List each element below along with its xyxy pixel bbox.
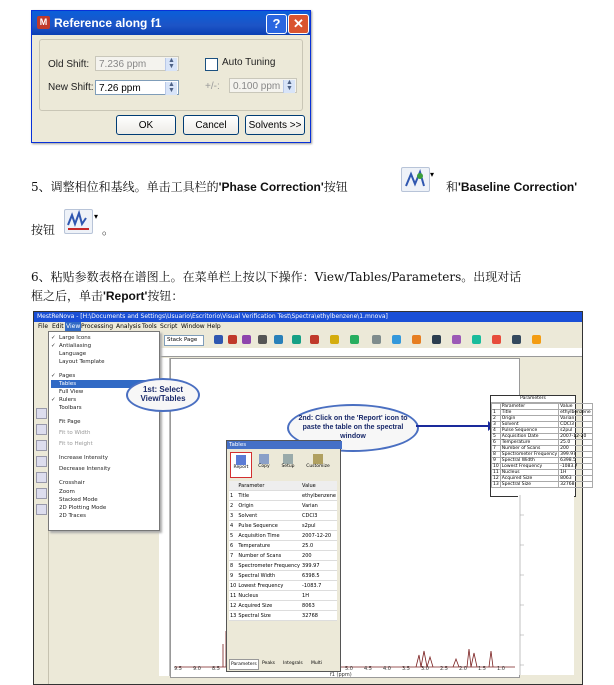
crosshair-icon[interactable] — [392, 335, 401, 344]
copy-button[interactable]: Copy — [254, 452, 274, 476]
tab-parameters[interactable]: Parameters — [229, 659, 259, 670]
callout-report: 2nd: Click on the 'Report' icon to paste the table on the spectral window — [287, 404, 419, 452]
new-shift-input[interactable]: 7.26 ppm ▲ ▼ — [95, 80, 179, 95]
tool-f-icon[interactable] — [36, 488, 47, 499]
f1-icon[interactable] — [228, 335, 237, 344]
table-row: 10 Lowest Frequency -1083.7 — [492, 464, 593, 470]
table-row: 13 Spectral Size 32768 — [492, 482, 593, 488]
table-row: 4 Pulse Sequence s2pul — [229, 521, 337, 531]
mestrenova-screenshot — [33, 311, 591, 685]
auto-tuning-label: Auto Tuning — [222, 57, 276, 68]
table-row: 8 Spectrometer Frequency 399.97 — [229, 561, 337, 571]
pasted-parameters-table[interactable] — [490, 395, 591, 497]
view-menu-item-tables[interactable]: Tables — [51, 380, 156, 388]
old-shift-field: 7.236 ppm ▲ ▼ — [95, 56, 179, 71]
table-row: 12 Acquired Size 8063 — [229, 601, 337, 611]
table-row: 5 Acquisition Date 2007-12-20 — [492, 434, 593, 440]
tab-multi[interactable]: Multi — [311, 661, 322, 666]
view-menu-item[interactable]: Increase Intensity — [59, 455, 108, 461]
fit-icon[interactable] — [412, 335, 421, 344]
integrate-icon[interactable] — [330, 335, 339, 344]
view-menu-item[interactable]: Decrease Intensity — [59, 466, 111, 472]
view-menu-dropdown — [48, 331, 160, 531]
menu-processing[interactable]: Processing — [81, 323, 114, 330]
tolerance-field: 0.100 ppm ▲ ▼ — [229, 78, 297, 93]
baseline-icon[interactable] — [310, 335, 319, 344]
shift-group — [39, 39, 303, 111]
report-button[interactable]: Report — [230, 452, 252, 478]
table-row: 8 Spectrometer Frequency 399.97 — [492, 452, 593, 458]
auto-tuning-checkbox[interactable] — [205, 58, 218, 71]
menu-edit[interactable]: Edit — [52, 323, 64, 330]
table-row: 1 Title ethylbenzene — [230, 492, 336, 499]
copy-icon — [259, 454, 269, 464]
table-row: 2 Origin Varian — [229, 501, 337, 511]
multiplet-icon[interactable] — [350, 335, 359, 344]
step5-line1b: 和'Baseline Correction' — [446, 180, 578, 194]
setup-icon — [283, 454, 293, 464]
tool-d-icon[interactable] — [36, 456, 47, 467]
close-button[interactable]: ✕ — [288, 14, 309, 34]
tolerance-spin-icon: ▲ ▼ — [283, 80, 295, 93]
param-grid: Parameter Value 1 Title ethylbenzene 2 Origin Varian 3 Solvent CDCl3 4 Pulse Sequence s2pul 5 Acquisition Date 2007-12-20 6 Temperature 25.0 7 Number of Scans 200 8 Spectrometer Frequency 399.97 9 Spectral Width 6398.5 10 Lowest Frequency -1083.7 11 Nucleus 1H 12 Acquired Size 8063 13 Spectral Size 32768 — [493, 404, 591, 487]
menu-file[interactable]: File — [38, 323, 49, 330]
table-row: 1 Title ethylbenzene — [493, 410, 591, 415]
table-row: 12 Acquired Size 8063 — [492, 476, 593, 482]
table-row: 6 Temperature 25.0 — [229, 541, 337, 551]
zoom-select[interactable]: Stack Page — [164, 335, 204, 346]
table-row: 5 Acquisition Time 2007-12-20 — [229, 531, 337, 541]
tool-c-icon[interactable] — [36, 440, 47, 451]
peak-icon[interactable] — [274, 335, 283, 344]
new-shift-spin-icon[interactable]: ▲ ▼ — [165, 82, 177, 95]
solvents-button[interactable]: Solvents >> — [245, 115, 305, 135]
tables-panel — [226, 440, 341, 672]
baseline-correction-icon — [64, 209, 93, 234]
step6-line2: 框之后，单击'Report'按钮： — [31, 289, 184, 303]
table-row: 11 Nucleus 1H — [492, 470, 593, 476]
step5-line2b: 。 — [102, 223, 115, 237]
view-menu-item[interactable]: ✓ Large Icons — [51, 335, 91, 341]
report-icon — [236, 455, 246, 465]
zoom-x-icon[interactable] — [472, 335, 481, 344]
view-menu-item[interactable]: Fit to Height — [59, 441, 93, 447]
pan-icon[interactable] — [512, 335, 521, 344]
menu-analysis[interactable]: Analysis — [116, 323, 141, 330]
app-menubar — [34, 322, 582, 331]
tab-peaks[interactable]: Peaks — [262, 661, 276, 666]
play-icon[interactable] — [214, 335, 223, 344]
view-menu-item[interactable]: ✓ Rulers — [51, 397, 77, 403]
phase-icon[interactable] — [292, 335, 301, 344]
app-icon: M — [37, 16, 50, 29]
table-row: 10 Lowest Frequency -1083.7 — [229, 581, 337, 591]
setup-button[interactable]: Setup — [278, 452, 298, 476]
tab-integrals[interactable]: Integrals — [283, 661, 303, 666]
table-row: 6 Temperature 25.0 — [492, 440, 593, 446]
tool-g-icon[interactable] — [36, 504, 47, 515]
app-title-bar — [34, 312, 582, 322]
right-scale — [518, 495, 574, 675]
param-table-title: Parameters — [491, 396, 575, 403]
table-row: 9 Spectral Width 6398.5 — [492, 458, 593, 464]
help-button[interactable]: ? — [266, 14, 287, 34]
table-row: 13 Spectral Size 32768 — [229, 611, 337, 621]
step5-line1: 5、调整相位和基线。单击工具栏的'Phase Correction'按钮 — [31, 180, 348, 194]
new-shift-label: New Shift: — [48, 82, 94, 93]
tool-a-icon[interactable] — [36, 408, 47, 419]
step5-line2a: 按钮 — [31, 223, 56, 237]
view-menu-item[interactable]: Toolbars — [59, 405, 82, 411]
ok-button[interactable]: OK — [116, 115, 176, 135]
view-menu-item[interactable]: 2D Plotting Mode — [59, 505, 107, 511]
tables-title: Tables — [227, 441, 342, 449]
zoom-y-icon[interactable] — [492, 335, 501, 344]
table-row: 3 Solvent CDCl3 — [492, 422, 593, 428]
view-menu-item[interactable]: Layout Template — [59, 359, 105, 365]
table-row: 11 Nucleus 1H — [229, 591, 337, 601]
top-ruler — [154, 348, 582, 357]
view-menu-item[interactable]: Fit Page — [59, 419, 81, 425]
callout-arrow — [414, 412, 494, 442]
old-shift-spin-icon: ▲ ▼ — [165, 58, 177, 71]
tolerance-label: +/-: — [205, 81, 220, 92]
view-menu-item[interactable]: ✓ Antialiasing — [51, 343, 92, 349]
menu-tools[interactable]: Tools — [142, 323, 157, 330]
customize-button[interactable]: Customize — [302, 452, 334, 476]
table-row: 7 Number of Scans 200 — [492, 446, 593, 452]
f2-icon[interactable] — [242, 335, 251, 344]
phase-correction-icon — [401, 167, 430, 192]
view-menu-item[interactable]: Zoom — [59, 489, 75, 495]
dialog-title: Reference along f1 — [54, 16, 162, 30]
left-toolbar — [34, 348, 49, 684]
view-menu-item[interactable]: Full View — [59, 389, 84, 395]
view-menu-item[interactable]: Stacked Mode — [59, 497, 98, 503]
view-menu-item[interactable]: Fit to Width — [59, 430, 91, 436]
parameters-grid: Parameter Value 1 Title ethylbenzene 2 Origin Varian 3 Solvent CDCl3 4 Pulse Sequence s2pul 5 Acquisition Time 2007-12-20 6 Temperature 25.0 7 Number of Scans 200 8 Spectrometer Frequency 399.97 9 Spectral Width 6398.5 10 Lowest Frequency -1083.7 11 Nucleus 1H 12 Acquired Size 8063 13 Spectral Size 32768 — [229, 481, 337, 621]
table-row: 7 Number of Scans 200 — [229, 551, 337, 561]
menu-help[interactable]: Help — [207, 323, 221, 330]
phase-dropdown-icon: ▾ — [430, 170, 435, 179]
callout-select-tables: 1st: Select View/Tables — [126, 378, 200, 412]
view-menu-item[interactable]: 2D Traces — [59, 513, 86, 519]
customize-icon — [313, 454, 323, 464]
mode-icon[interactable] — [258, 335, 267, 344]
view-menu-item[interactable]: ✓ Pages — [51, 373, 76, 379]
menu-view[interactable]: View — [66, 323, 81, 330]
cut-icon[interactable] — [532, 335, 541, 344]
x-axis-unit: f1 (ppm) — [330, 672, 352, 678]
baseline-dropdown-icon: ▾ — [94, 212, 99, 221]
reference-dialog — [31, 10, 311, 143]
app-title: MestReNova - [H:\Documents and Settings\Usuario\Escritorio\Visual Verification Test\Spectra\ethylbenzene\1.mnova] — [37, 313, 388, 320]
dialog-title-bar[interactable] — [32, 11, 310, 35]
menu-window[interactable]: Window — [181, 323, 205, 330]
table-row: 2 Origin Varian — [492, 416, 593, 422]
cancel-button[interactable]: Cancel — [183, 115, 239, 135]
view-menu-item[interactable]: Language — [59, 351, 87, 357]
tables-tabs — [229, 659, 337, 668]
old-shift-label: Old Shift: — [48, 59, 90, 70]
tool-b-icon[interactable] — [36, 424, 47, 435]
table-icon[interactable] — [372, 335, 381, 344]
x-axis: 9.5 9.0 8.5 5.0 4.5 4.0 3.5 3.0 2.5 2.0 1.5 1.0 f1 (ppm) — [174, 666, 505, 678]
zoom-out-icon[interactable] — [452, 335, 461, 344]
table-row: 4 Pulse Sequence s2pul — [492, 428, 593, 434]
tool-e-icon[interactable] — [36, 472, 47, 483]
view-menu-item[interactable]: Crosshair — [59, 480, 85, 486]
zoom-in-icon[interactable] — [432, 335, 441, 344]
table-row: 3 Solvent CDCl3 — [229, 511, 337, 521]
table-row: 9 Spectral Width 6398.5 — [229, 571, 337, 581]
menu-script[interactable]: Script — [160, 323, 178, 330]
step6-line1: 6、粘贴参数表格在谱图上。在菜单栏上按以下操作：View/Tables/Parameters。出现对话 — [31, 270, 522, 284]
